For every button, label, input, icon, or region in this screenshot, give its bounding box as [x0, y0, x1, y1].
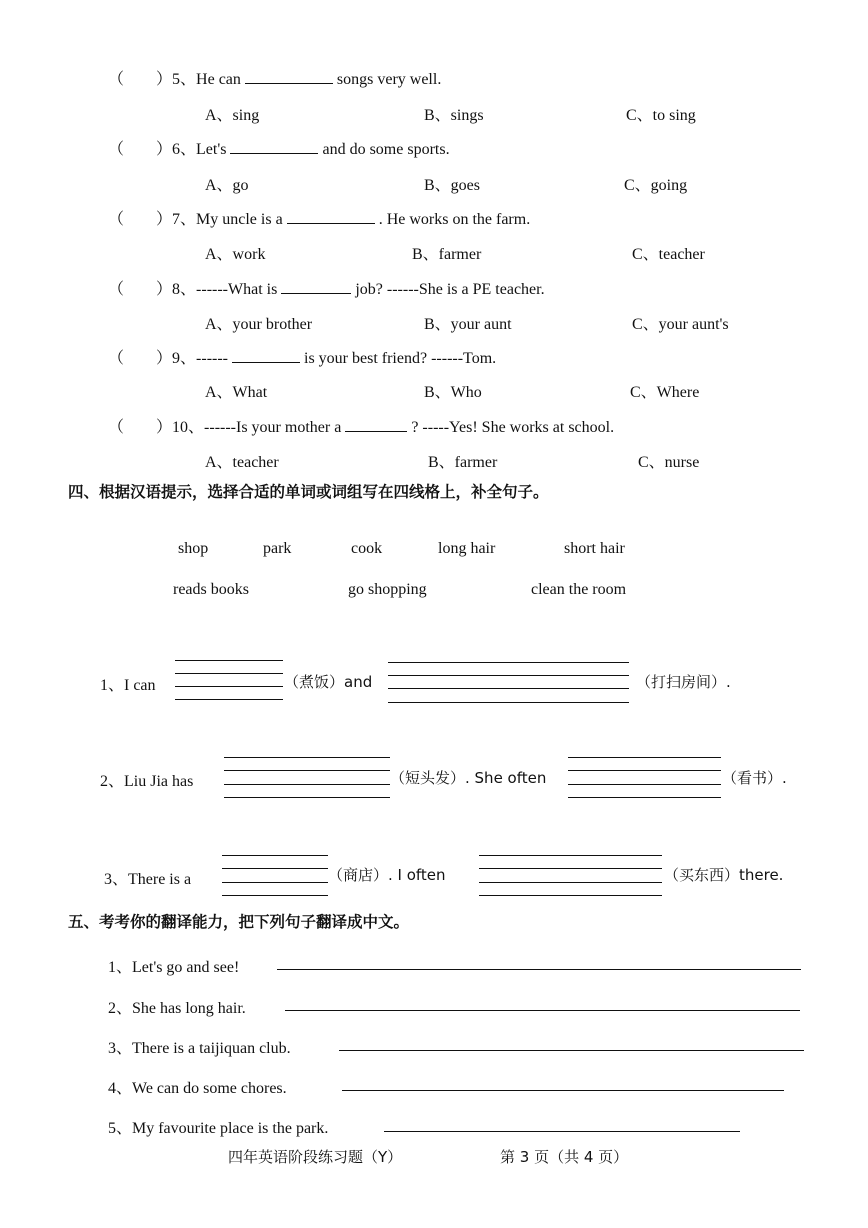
hint-short-hair: （短头发）. She often: [390, 769, 547, 787]
option-c: C、your aunt's: [632, 316, 729, 333]
question-6: （ ）6、Let's and do some sports.: [108, 141, 450, 158]
translate-item-5: 5、My favourite place is the park.: [108, 1120, 329, 1137]
word-bank-item: cook: [351, 540, 383, 557]
option-a: A、What: [205, 384, 268, 401]
word-bank-item: short hair: [564, 540, 625, 557]
option-a: A、sing: [205, 107, 260, 124]
option-a: A、teacher: [205, 454, 279, 471]
answer-line: [277, 969, 801, 970]
section-4-title: 四、根据汉语提示，选择合适的单词或词组写在四线格上，补全句子。: [68, 483, 549, 501]
option-c: C、Where: [630, 384, 700, 401]
option-a: A、work: [205, 246, 266, 263]
answer-line: [285, 1010, 800, 1011]
word-bank-item: clean the room: [531, 581, 627, 598]
blank: [245, 82, 333, 84]
question-10: （ ）10、------Is your mother a ? -----Yes! She works at school.: [108, 419, 615, 436]
word-bank-item: go shopping: [348, 581, 427, 598]
option-b: B、farmer: [412, 246, 482, 263]
fill-sentence-2-start: 2、Liu Jia has: [100, 773, 194, 790]
question-8: （ ）8、------What is job? ------She is a PE teacher.: [108, 281, 545, 298]
option-b: B、Who: [424, 384, 482, 401]
option-c: C、to sing: [626, 107, 696, 124]
four-line-grid: [224, 757, 390, 758]
translate-item-3: 3、There is a taijiquan club.: [108, 1040, 291, 1057]
option-c: C、teacher: [632, 246, 705, 263]
option-a: A、your brother: [205, 316, 313, 333]
word-bank-item: park: [263, 540, 292, 557]
blank: [232, 361, 300, 363]
word-bank-item: long hair: [438, 540, 496, 557]
option-c: C、nurse: [638, 454, 700, 471]
fill-sentence-1-start: 1、I can: [100, 677, 156, 694]
blank: [287, 222, 375, 224]
translate-item-1: 1、Let's go and see!: [108, 959, 240, 976]
footer-title: 四年英语阶段练习题（Y）: [228, 1148, 403, 1166]
four-line-grid: [568, 757, 721, 758]
blank: [345, 430, 407, 432]
word-bank-item: reads books: [173, 581, 249, 598]
hint-reads-books: （看书）.: [722, 769, 787, 787]
fill-sentence-3-start: 3、There is a: [104, 871, 192, 888]
option-b: B、sings: [424, 107, 484, 124]
answer-paren: （: [108, 71, 125, 88]
section-5-title: 五、考考你的翻译能力，把下列句子翻译成中文。: [68, 913, 410, 931]
four-line-grid: [388, 662, 629, 663]
hint-shop: （商店）. I often: [328, 866, 446, 884]
question-9: （ ）9、------ is your best friend? ------Tom.: [108, 350, 497, 367]
translate-item-4: 4、We can do some chores.: [108, 1080, 287, 1097]
answer-line: [384, 1131, 740, 1132]
translate-item-2: 2、She has long hair.: [108, 1000, 246, 1017]
answer-line: [339, 1050, 804, 1051]
question-7: （ ）7、My uncle is a . He works on the farm.: [108, 211, 531, 228]
hint-cook: （煮饭）and: [284, 673, 373, 691]
option-b: B、goes: [424, 177, 481, 194]
option-c: C、going: [624, 177, 688, 194]
four-line-grid: [222, 855, 328, 856]
blank: [230, 152, 318, 154]
word-bank-item: shop: [178, 540, 209, 557]
option-a: A、go: [205, 177, 249, 194]
four-line-grid: [479, 855, 662, 856]
four-line-grid: [175, 660, 283, 661]
option-b: B、farmer: [428, 454, 498, 471]
page-number: 第 3 页（共 4 页）: [500, 1148, 629, 1166]
hint-go-shopping: （买东西）there.: [664, 866, 784, 884]
hint-clean-room: （打扫房间）.: [636, 673, 731, 691]
answer-line: [342, 1090, 784, 1091]
option-b: B、your aunt: [424, 316, 512, 333]
blank: [281, 292, 351, 294]
question-5: （ ）5、He can songs very well.: [108, 71, 442, 88]
